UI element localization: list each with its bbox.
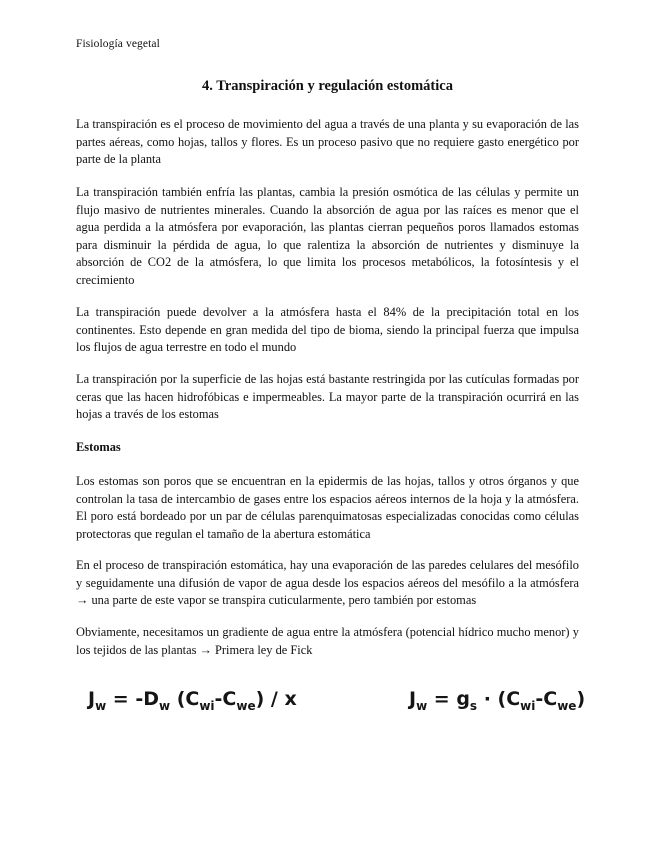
section-title: 4. Transpiración y regulación estomática bbox=[202, 78, 453, 94]
subheading-estomas: Estomas bbox=[76, 440, 121, 454]
page-header: Fisiología vegetal bbox=[76, 38, 160, 50]
formula-fick-first-law: $J_w = -D_w$ $(C_{wi}-C_{we})$ / x bbox=[88, 688, 297, 713]
paragraph-transpiration-definition: La transpiración es el proceso de movimiento del agua a través de una planta y su evaporación de las partes aéreas, como hojas, tallos y flores. Es un proceso pasivo que no requiere gasto energético por parte de la planta bbox=[76, 117, 579, 167]
paragraph-stomatal-transpiration: En el proceso de transpiración estomática, hay una evaporación de las paredes celulares del mesófilo y seguidamente una difusión de vapor de agua desde los espacios aéreos del mesófilo a la atmósfera → una parte de este vapor se transpira cuticularmente, pero también por estomas bbox=[76, 558, 579, 608]
paragraph-fick-law: Obviamente, necesitamos un gradiente de agua entre la atmósfera (potencial hídrico mucho menor) y los tejidos de las plantas → Primera ley de Fick bbox=[76, 625, 579, 657]
formula-stomatal-conductance: $J_w = g_s \cdot (C_{wi}-C_{we})$ bbox=[409, 688, 586, 713]
paragraph-transpiration-effects: La transpiración también enfría las plantas, cambia la presión osmótica de las células y permite un flujo masivo de nutrientes minerales. Cuando la absorción de agua por las raíces es menor que el agua perdida a la atmósfera por evaporación, las plantas cierran pequeños poros llamados estomas para disminuir la pérdida de agua, lo que ralentiza la absorción de nutrientes y disminuye la absorción de CO2 de la atmósfera, lo que limita los procesos metabólicos, la fotosíntesis y el crecimiento bbox=[76, 185, 579, 287]
paragraph-transpiration-precipitation: La transpiración puede devolver a la atmósfera hasta el 84% de la precipitación total en los continentes. Esto depende en gran medida del tipo de bioma, siendo la principal fuerza que impulsa los flujos de agua terrestre en todo el mundo bbox=[76, 305, 579, 355]
paragraph-transpiration-cuticles: La transpiración por la superficie de las hojas está bastante restringida por las cutículas formadas por ceras que las hacen hidrofóbicas e impermeables. La mayor parte de la transpiración ocurrirá en las hojas a través de los estomas bbox=[76, 372, 579, 422]
paragraph-stomata-definition: Los estomas son poros que se encuentran en la epidermis de las hojas, tallos y otros órganos y que controlan la tasa de intercambio de gases entre los espacios aéreos internos de la hoja y la atmósfera. El poro está bordeado por un par de células parenquimatosas especializadas conocidas como células protectoras que regulan el tamaño de la abertura estomática bbox=[76, 474, 579, 541]
